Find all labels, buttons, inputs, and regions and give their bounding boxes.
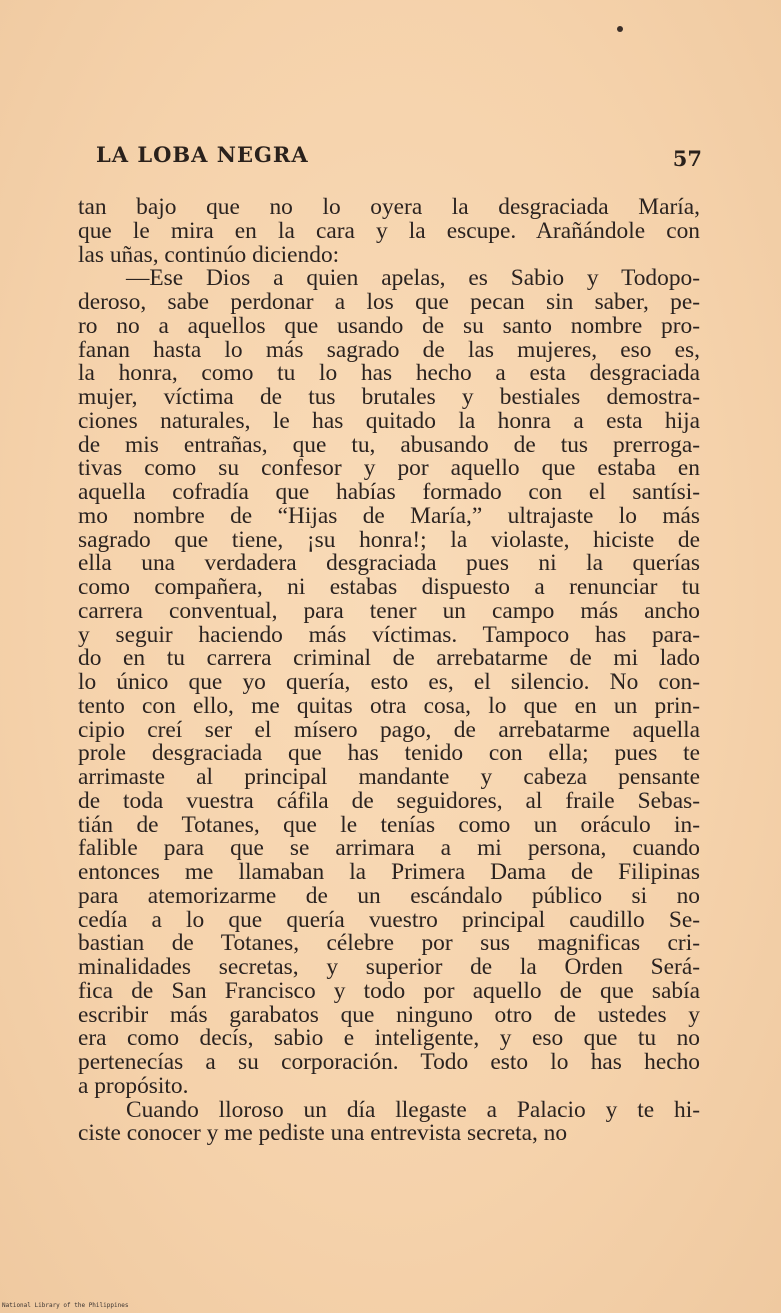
text-line: aquella cofradía que habías formado con el santísi- <box>78 479 700 505</box>
text-line: deroso, sabe perdonar a los que pecan sin saber, pe- <box>78 289 700 315</box>
text-line: fica de San Francisco y todo por aquello de que sabía <box>78 977 700 1004</box>
text-line: pertenecías a su corporación. Todo esto lo has hecho <box>78 1049 700 1075</box>
ink-speck <box>617 26 623 32</box>
scan-credit: National Library of the Philippines <box>2 1302 129 1309</box>
text-line: bastian de Totanes, célebre por sus magnificas cri- <box>78 930 700 957</box>
text-line: cipio creí ser el mísero pago, de arrebatarme aquella <box>78 716 700 743</box>
text-line: carrera conventual, para tener un campo más ancho <box>78 597 700 624</box>
text-line: escribir más garabatos que ninguno otro de ustedes y <box>78 1001 700 1028</box>
text-line: tivas como su confesor y por aquello que estaba en <box>78 455 700 482</box>
text-line: tián de Totanes, que le tenías como un oráculo in- <box>78 811 700 838</box>
text-line: de mis entrañas, que tu, abusando de tus prerroga- <box>78 431 700 458</box>
text-line: sagrado que tiene, ¡su honra!; la violaste, hiciste de <box>78 526 700 553</box>
text-line: mujer, víctima de tus brutales y bestiales demostra- <box>78 384 700 410</box>
text-line: arrimaste al principal mandante y cabeza pensante <box>78 764 700 790</box>
text-line: lo único que yo quería, esto es, el silencio. No con- <box>78 669 700 695</box>
text-line: prole desgraciada que has tenido con ella; pues te <box>78 740 700 767</box>
text-line: fanan hasta lo más sagrado de las mujeres, eso es, <box>78 336 700 363</box>
text-line: do en tu carrera criminal de arrebatarme de mi lado <box>78 645 700 672</box>
text-line: entonces me llamaban la Primera Dama de Filipinas <box>78 859 700 885</box>
running-title: LA LOBA NEGRA <box>96 142 309 167</box>
text-line: Cuando lloroso un día llegaste a Palacio y te hi- <box>126 1096 700 1123</box>
text-line: a propósito. <box>78 1072 189 1099</box>
text-line: que le mira en la cara y la escupe. Arañándole con <box>78 217 700 244</box>
text-line: como compañera, ni estabas dispuesto a renunciar tu <box>78 574 700 600</box>
text-line: falible para que se arrimara a mi persona, cuando <box>78 835 700 862</box>
text-line: —Ese Dios a quien apelas, es Sabio y Todopo- <box>126 265 700 292</box>
text-line: de toda vuestra cáfila de seguidores, al fraile Sebas- <box>78 787 700 814</box>
text-line: ciste conocer y me pediste una entrevista secreta, no <box>78 1120 568 1147</box>
text-line: cedía a lo que quería vuestro principal caudillo Se- <box>78 906 700 933</box>
text-line: las uñas, continúo diciendo: <box>78 241 340 268</box>
text-line: minalidades secretas, y superior de la Orden Será- <box>78 954 700 980</box>
text-line: tan bajo que no lo oyera la desgraciada María, <box>78 194 700 220</box>
body-text <box>78 196 700 1146</box>
text-line: era como decís, sabio e inteligente, y eso que tu no <box>78 1025 700 1052</box>
text-line: mo nombre de “Hijas de María,” ultrajaste lo más <box>78 502 700 529</box>
text-line: ciones naturales, le has quitado la honra a esta hija <box>78 407 700 434</box>
page-header <box>96 142 708 178</box>
text-line: ella una verdadera desgraciada pues ni la querías <box>78 550 700 577</box>
text-line: tento con ello, me quitas otra cosa, lo que en un prin- <box>78 692 700 719</box>
text-line: la honra, como tu lo has hecho a esta desgraciada <box>78 360 700 387</box>
page-number: 57 <box>672 146 702 171</box>
text-line: y seguir haciendo más víctimas. Tampoco has para- <box>78 621 700 648</box>
text-line: ro no a aquellos que usando de su santo nombre pro- <box>78 312 700 339</box>
text-line: para atemorizarme de un escándalo público si no <box>78 882 700 909</box>
